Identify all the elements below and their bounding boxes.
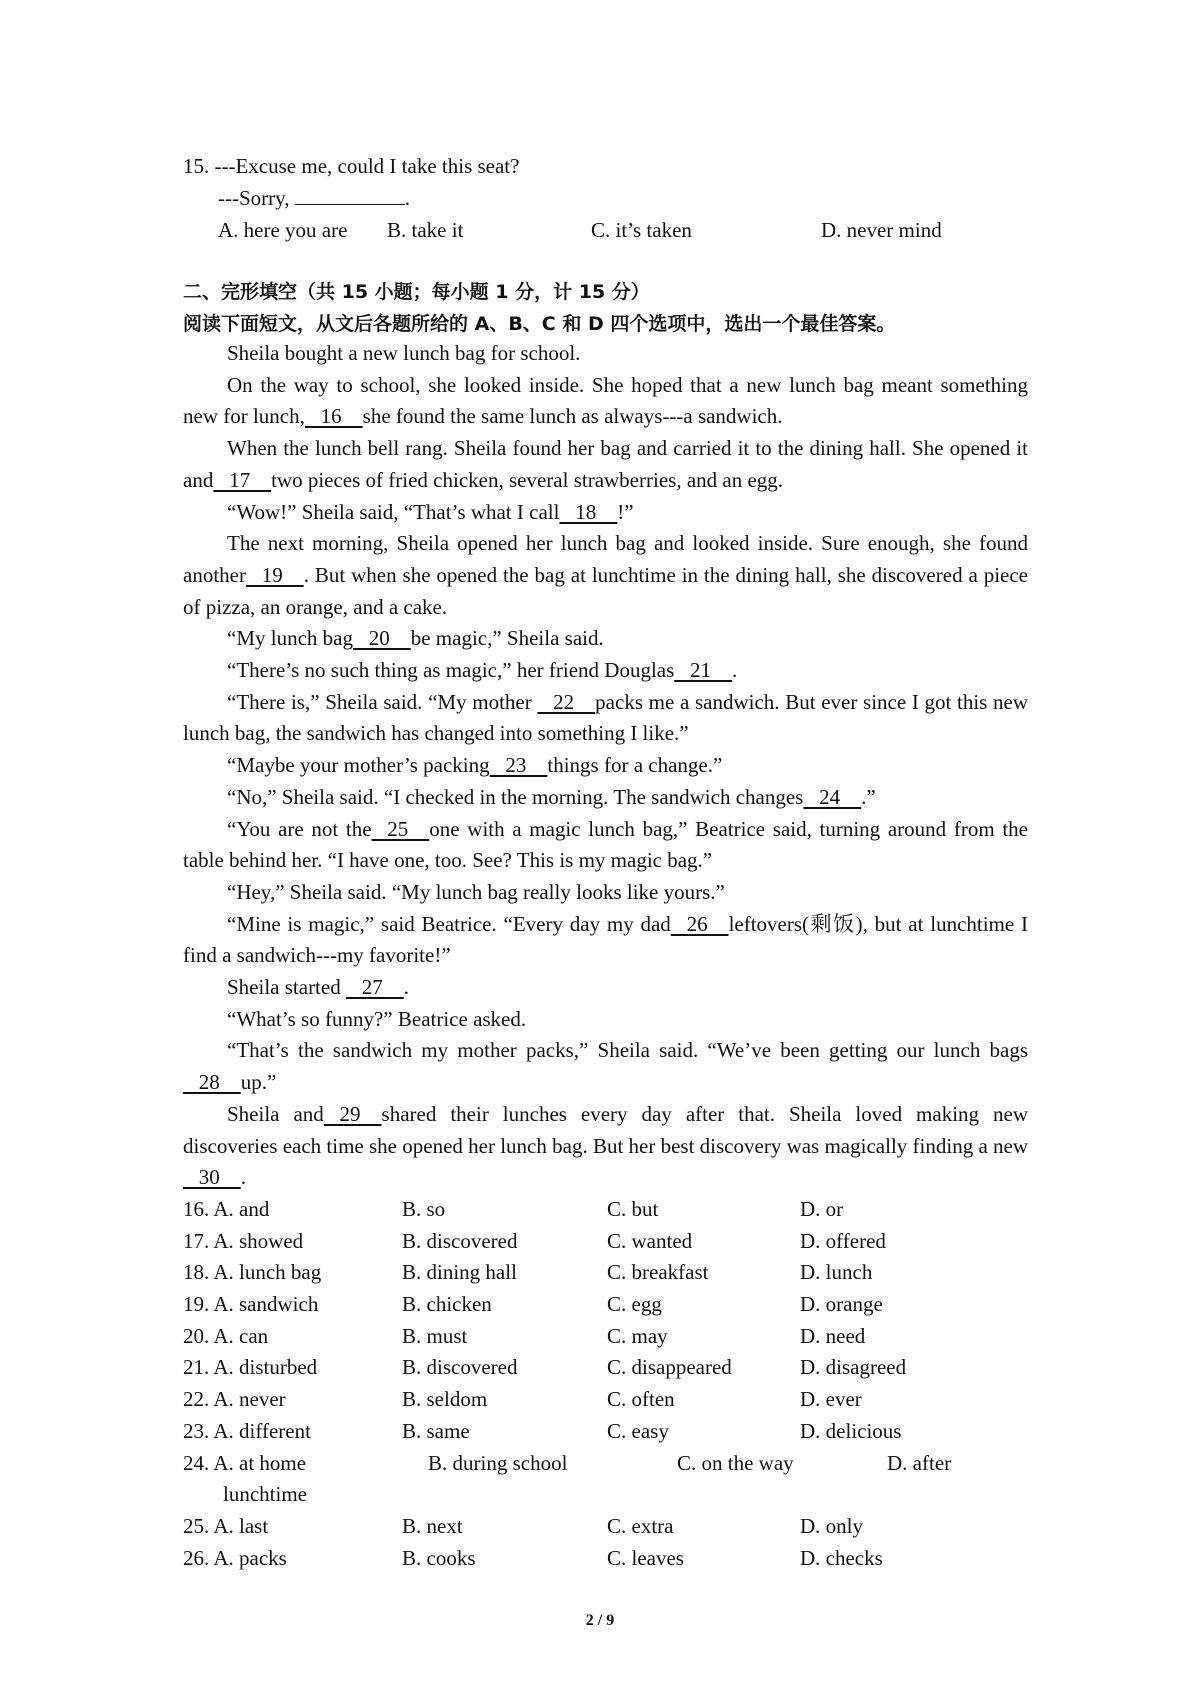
- passage-text: shared their lunches every day after that. Sheila loved making new discoveries each time she opened her lunch bag. But her best discovery was magically finding a new: [183, 1101, 1029, 1158]
- cloze-passage: [183, 338, 1028, 1194]
- page-number: 2 / 9: [585, 1612, 615, 1629]
- question-15-reply: [183, 182, 1043, 214]
- option-b: B. during school: [428, 1450, 568, 1475]
- option-row: [183, 1384, 1028, 1416]
- passage-paragraph: [183, 972, 1028, 1004]
- option-row: [183, 1511, 1028, 1543]
- option-d: D. lunch: [800, 1260, 873, 1285]
- option-a: 21. A. disturbed: [183, 1355, 318, 1380]
- blank-21: 21: [674, 658, 733, 683]
- section-instruction: 阅读下面短文，从文后各题所给的 A、B、C 和 D 四个选项中，选出一个最佳答案。: [183, 313, 896, 335]
- option-b: B. take it: [387, 218, 464, 242]
- passage-text: .: [240, 1165, 246, 1190]
- passage-text: “Maybe your mother’s packing: [227, 753, 490, 778]
- blank-23: 23: [489, 753, 548, 778]
- blank-18: 18: [559, 499, 618, 524]
- passage-paragraph: [183, 528, 1028, 623]
- passage-text: packs me a sandwich. But ever since I got this new lunch bag, the sandwich has changed into something I like.”: [183, 689, 1028, 746]
- reply-prefix: ---Sorry,: [218, 186, 295, 210]
- passage-text: Sheila started: [227, 975, 346, 1000]
- passage-text: be magic,” Sheila said.: [410, 626, 604, 651]
- option-c: C. on the way: [677, 1450, 794, 1475]
- option-b: B. discovered: [402, 1355, 518, 1380]
- option-row: [183, 1321, 1028, 1353]
- passage-paragraph: [183, 687, 1028, 750]
- passage-text: “There’s no such thing as magic,” her friend Douglas: [227, 658, 675, 683]
- passage-text: Sheila bought a new lunch bag for school.: [227, 341, 581, 365]
- option-d: D. or: [800, 1197, 844, 1221]
- option-c: C. egg: [607, 1292, 662, 1317]
- option-d: D. orange: [800, 1292, 883, 1317]
- passage-text: “My lunch bag: [227, 626, 353, 651]
- option-row: [183, 1416, 1028, 1448]
- option-d: D. offered: [800, 1228, 886, 1253]
- cloze-options: [183, 1194, 1028, 1574]
- option-c: C. disappeared: [607, 1355, 732, 1380]
- passage-text: .: [732, 658, 738, 683]
- option-row: [183, 1352, 1028, 1384]
- blank-29: 29: [323, 1101, 382, 1126]
- passage-text: one with a magic lunch bag,” Beatrice said, turning around from the table behind her. “I have one, too. See? This is my magic bag.”: [183, 816, 1028, 873]
- option-a: 18. A. lunch bag: [183, 1260, 322, 1285]
- passage-text: “No,” Sheila said. “I checked in the morning. The sandwich changes: [227, 784, 804, 809]
- option-d: D. ever: [800, 1387, 862, 1412]
- option-row: [183, 1543, 1028, 1575]
- blank-27: 27: [345, 975, 404, 1000]
- passage-paragraph: [183, 497, 1028, 529]
- passage-text: “Wow!” Sheila said, “That’s what I call: [227, 499, 560, 524]
- passage-text: On the way to school, she looked inside. She hoped that a new lunch bag meant something new for lunch,: [183, 372, 1028, 429]
- option-a: 22. A. never: [183, 1387, 286, 1412]
- option-a: A. here you are: [218, 218, 348, 242]
- option-row: [183, 1289, 1028, 1321]
- option-d: D. need: [800, 1323, 866, 1348]
- blank-16: 16: [304, 404, 363, 429]
- passage-paragraph: [183, 623, 1028, 655]
- option-b: B. dining hall: [402, 1260, 517, 1285]
- passage-text: two pieces of fried chicken, several strawberries, and an egg.: [271, 467, 784, 492]
- blank-25: 25: [371, 816, 430, 841]
- option-a: 24. A. at home: [183, 1450, 307, 1475]
- passage-text: “Mine is magic,” said Beatrice. “Every day my dad: [227, 911, 671, 936]
- option-b: B. same: [402, 1418, 470, 1443]
- option-a: 19. A. sandwich: [183, 1292, 319, 1317]
- option-c: C. easy: [607, 1418, 669, 1443]
- passage-paragraph: [183, 814, 1028, 877]
- passage-text: leftovers(剩饭), but at lunchtime I find a sandwich---my favorite!”: [183, 911, 1028, 968]
- option-c: C. but: [607, 1197, 659, 1221]
- option-b: B. chicken: [402, 1292, 492, 1317]
- passage-text: “What’s so funny?” Beatrice asked.: [227, 1006, 527, 1031]
- option-d: D. never mind: [821, 218, 942, 242]
- option-row: [183, 1194, 1028, 1226]
- option-a: 25. A. last: [183, 1513, 269, 1538]
- passage-paragraph: [183, 750, 1028, 782]
- option-c: C. extra: [607, 1513, 674, 1538]
- blank-22: 22: [537, 689, 596, 714]
- option-c: C. breakfast: [607, 1260, 709, 1285]
- option-b: B. discovered: [402, 1228, 518, 1253]
- cloze-section-header: [183, 276, 1028, 340]
- passage-text: “That’s the sandwich my mother packs,” Sheila said. “We’ve been getting our lunch bags: [227, 1038, 1028, 1063]
- passage-text: “Hey,” Sheila said. “My lunch bag really looks like yours.”: [227, 879, 725, 904]
- option-c: C. it’s taken: [591, 218, 692, 242]
- option-c: C. leaves: [607, 1545, 684, 1570]
- option-b: B. seldom: [402, 1387, 488, 1412]
- passage-text: .”: [861, 784, 876, 809]
- passage-text: .: [403, 975, 409, 1000]
- option-a: 23. A. different: [183, 1418, 311, 1443]
- option-a: 17. A. showed: [183, 1228, 304, 1253]
- passage-paragraph: [183, 877, 1028, 909]
- option-d: D. only: [800, 1513, 863, 1538]
- question-15-stem: 15. ---Excuse me, could I take this seat?: [183, 154, 520, 178]
- passage-text: “You are not the: [227, 816, 372, 841]
- question-15: [183, 150, 1043, 246]
- passage-text: things for a change.”: [547, 753, 723, 778]
- option-c: C. often: [607, 1387, 675, 1412]
- passage-paragraph: [183, 1035, 1028, 1098]
- option-row: [183, 1226, 1028, 1258]
- section-title: 二、完形填空（共 15 小题；每小题 1 分，计 15 分）: [183, 281, 650, 303]
- option-d-continued: lunchtime: [223, 1482, 307, 1507]
- passage-paragraph: [183, 338, 1028, 370]
- option-a: 26. A. packs: [183, 1545, 287, 1570]
- passage-text: up.”: [240, 1070, 277, 1095]
- passage-text: The next morning, Sheila opened her lunch bag and looked inside. Sure enough, she found another: [183, 531, 1028, 587]
- option-b: B. so: [402, 1197, 446, 1221]
- option-b: B. must: [402, 1323, 468, 1348]
- question-15-options: [183, 214, 1043, 246]
- option-b: B. next: [402, 1513, 463, 1538]
- blank-19: 19: [245, 562, 304, 587]
- blank-17: 17: [213, 467, 272, 492]
- passage-paragraph: [183, 655, 1028, 687]
- option-d: D. after: [887, 1450, 952, 1475]
- blank-24: 24: [803, 784, 862, 809]
- passage-text: !”: [617, 499, 634, 524]
- option-b: B. cooks: [402, 1545, 476, 1570]
- blank-30: 30: [183, 1165, 241, 1190]
- passage-text: she found the same lunch as always---a sandwich.: [362, 404, 783, 429]
- reply-suffix: .: [404, 186, 411, 210]
- passage-paragraph: [183, 370, 1028, 433]
- answer-blank: [295, 184, 405, 205]
- blank-20: 20: [352, 626, 411, 651]
- passage-text: . But when she opened the bag at lunchtime in the dining hall, she discovered a piece of pizza, an orange, and a cake.: [183, 562, 1028, 619]
- option-row: [183, 1257, 1028, 1289]
- passage-paragraph: [183, 1004, 1028, 1036]
- passage-text: When the lunch bell rang. Sheila found her bag and carried it to the dining hall. She opened it and: [183, 436, 1028, 492]
- passage-text: Sheila and: [227, 1101, 324, 1126]
- option-c: C. wanted: [607, 1228, 693, 1253]
- passage-paragraph: [183, 782, 1028, 814]
- option-d: D. disagreed: [800, 1355, 907, 1380]
- option-a: 20. A. can: [183, 1323, 269, 1348]
- option-d: D. checks: [800, 1545, 883, 1570]
- option-a: 16. A. and: [183, 1197, 270, 1221]
- blank-26: 26: [670, 911, 729, 936]
- passage-paragraph: [183, 433, 1028, 496]
- blank-28: 28: [183, 1070, 241, 1095]
- passage-paragraph: [183, 1099, 1028, 1194]
- option-c: C. may: [607, 1323, 668, 1348]
- option-row: [183, 1448, 1028, 1511]
- passage-text: “There is,” Sheila said. “My mother: [227, 689, 538, 714]
- passage-paragraph: [183, 909, 1028, 972]
- option-d: D. delicious: [800, 1418, 902, 1443]
